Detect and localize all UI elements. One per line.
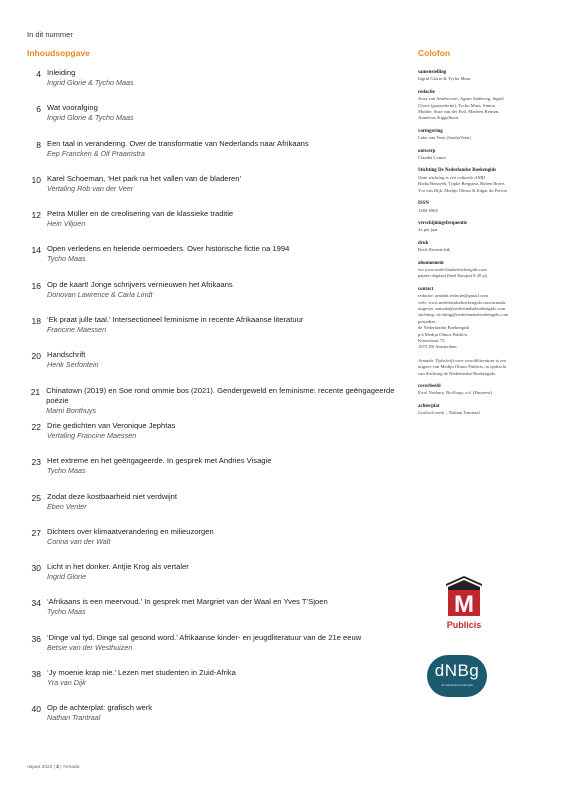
table-of-contents (27, 68, 397, 739)
colofon-label: ISSN (418, 201, 429, 207)
colofon (418, 70, 553, 424)
toc-page-number: 25 (31, 492, 41, 503)
colofon-line: Rock Rosestichtk (418, 247, 451, 253)
toc-entry (27, 386, 397, 421)
toc-entry (27, 421, 397, 456)
colofon-label: achterplat (418, 403, 440, 409)
colofon-line: Ingrid Glorie & Tycho Maas (418, 76, 471, 82)
colofon-label: ontwerp (418, 148, 436, 154)
toc-title: Inleiding (47, 68, 76, 77)
colofon-section (418, 90, 553, 122)
publicis-logo-text: Publicis (446, 620, 482, 630)
colofon-line: 1075 DS Amsterdam (418, 344, 457, 350)
toc-title: ‘Dinge val tyd. Dinge sal gesond word.’ Afrikaanse kinder- en jeugdliteratuur van de 21e eeuw (47, 632, 362, 642)
toc-title: Het extreme en het geëngageerde. In gesprek met Andries Visagie (47, 456, 272, 466)
toc-title: Op de kaart! Jonge schrijvers vernieuwen het Afrikaans (47, 279, 233, 289)
colofon-section (418, 287, 553, 351)
toc-entry (27, 597, 397, 632)
colofon-line: Annelous Stiggelbout (418, 115, 458, 121)
colofon-line: Jessa van Amelsvoort, Agnes Andeweg, Ingrid (418, 96, 504, 102)
toc-entry (27, 244, 397, 279)
toc-author: Henk Serfontein (47, 360, 99, 370)
colofon-line: Armada. Tijdschrift voor wereldliteratuur is een (418, 357, 507, 363)
colofon-label: redactie (418, 89, 435, 95)
colofon-heading: Colofon (418, 48, 451, 58)
toc-author: Marni Bonthuys (46, 405, 97, 415)
colofon-label: verschijningsfrequentie (418, 220, 468, 226)
toc-entry (27, 209, 397, 244)
toc-author: Betsie van der Westhuizen (47, 642, 133, 652)
colofon-line: Glorie (gastredactie), Tycho Maas, Simon (418, 102, 495, 108)
colofon-line: Mulder, Suze van der Poll, Marleen Rensen, (418, 109, 500, 115)
toc-author: Tycho Maas (47, 607, 86, 617)
toc-entry (27, 668, 397, 703)
colofon-line: van Stichting de Nederlandse Boekengids. (418, 370, 496, 376)
footer-date: najaar 2023 (27, 765, 53, 770)
footer-magazine: Armada (62, 765, 80, 770)
colofon-label: coverbeeld (418, 384, 441, 390)
colofon-section (418, 129, 553, 142)
colofon-label: druk (418, 240, 429, 246)
colofon-line: redactie: armada.redactie@gmail.com (418, 293, 488, 299)
toc-page-number: 38 (31, 669, 41, 680)
colofon-section (418, 221, 553, 234)
toc-author: Ingrid Glorie (47, 572, 87, 582)
colofon-section (418, 261, 553, 280)
colofon-section (418, 149, 553, 162)
colofon-line: stichting: stichting@nederlandseboekengids.com (418, 312, 509, 318)
toc-title: Zodat deze kostbaarheid niet verdwijnt (47, 491, 178, 501)
toc-entry (27, 315, 397, 350)
toc-entry (27, 703, 397, 738)
toc-title: Open verledens en helende oermoeders. Over historische fictie na 1994 (47, 244, 290, 254)
toc-author: Corina van der Walt (47, 536, 111, 546)
toc-entry (27, 280, 397, 315)
toc-author: Nathan Trantraal (47, 713, 101, 723)
toc-author: Ingrid Glorie & Tycho Maas (47, 113, 134, 123)
toc-author: Francine Maessen (47, 325, 107, 335)
toc-author: Ingrid Glorie & Tycho Maas (47, 78, 134, 87)
colofon-label: contact (418, 286, 434, 292)
toc-title: Petra Müller en de creolisering van de klassieke traditie (47, 209, 234, 219)
colofon-line: uitgave van Medijn Olmos Publicis, in opdracht (418, 364, 507, 370)
colofon-line: Onze stichting is een culturele ANBI (418, 174, 485, 180)
toc-title: Licht in het donker. Antjie Krog als vertaler (47, 562, 189, 572)
footer-page-number: 2 (56, 765, 59, 770)
toc-author: Vertaling Rob van der Veer (47, 183, 134, 193)
colofon-line: Claudia Comte (418, 155, 446, 161)
toc-title: Wat voorafging (47, 103, 98, 113)
colofon-section (418, 404, 553, 417)
colofon-section (418, 358, 553, 377)
nbg-logo-tagline: de nederlandse boekengids (441, 684, 473, 687)
section-label: In dit nummer (27, 30, 73, 39)
toc-author: Tycho Maas (47, 466, 86, 476)
toc-page-number: 27 (31, 527, 41, 538)
colofon-line: de Nederlandse Boekengids (418, 325, 470, 331)
toc-page-number: 23 (31, 457, 41, 468)
page-footer: najaar 2023 | 2 | Armada (27, 765, 80, 770)
toc-title: Drie gedichten van Veronique Jephtas (47, 420, 176, 430)
toc-entry (27, 492, 397, 527)
colofon-section (418, 241, 553, 254)
toc-author: Donovan Lawrence & Carla Lindt (47, 289, 153, 299)
colofon-label: samenstelling (418, 70, 447, 75)
colofon-line: Bodia Benayeb, Tjipke Bergsma, Ruben Brave, (418, 181, 506, 187)
toc-page-number: 16 (31, 280, 41, 291)
colofon-line: p/a Medijn Olmos Publicis (418, 331, 468, 337)
colofon-line: Errol Norbury, Bo-Kaap, z.d. (Pinterest) (418, 390, 492, 396)
colofon-line: web: www.nederlandseboekengids.com/armada (418, 299, 506, 305)
colofon-line: 2x per jaar (418, 227, 438, 233)
toc-entry (27, 103, 397, 138)
colofon-line: uitgever: armada@nederlandseboekengids.com (418, 305, 506, 311)
toc-page-number: 21 (30, 386, 41, 397)
toc-author: Tycho Maas (47, 254, 86, 264)
toc-entry (27, 633, 397, 668)
toc-title: ‘Jy moenie krap nie.’ Lezen met studenten in Zuid-Afrika (47, 668, 236, 678)
colofon-section (418, 201, 553, 214)
toc-page-number: 40 (31, 704, 41, 715)
toc-title: Chinatown (2019) en Soe rond ommie bos (2021). Gendergeweld en feminisme: recente geëngageerde poëzie (46, 385, 395, 405)
colofon-section (418, 168, 553, 194)
publicis-logo (440, 570, 488, 634)
toc-entry (27, 68, 397, 103)
toc-heading: Inhoudsopgave (27, 48, 90, 58)
colofon-label: Stichting De Nederlandse Boekengids (418, 168, 497, 174)
toc-entry (27, 456, 397, 491)
toc-author: Yra van Dijk (47, 678, 86, 688)
colofon-line: postadres: (418, 318, 437, 324)
toc-title: Handschrift (47, 350, 86, 360)
toc-page-number: 30 (31, 563, 41, 574)
toc-title: Een taal in verandering. Over de transformatie van Nederlands naar Afrikaans (47, 138, 309, 148)
toc-page-number: 22 (31, 421, 41, 432)
colofon-line: Kinsestraat 73 (418, 338, 445, 343)
colofon-label: vormgeving (418, 128, 443, 134)
toc-page-number: 6 (36, 104, 41, 115)
toc-page-number: 34 (31, 598, 41, 609)
nbg-logo-text: dNBg (434, 661, 480, 680)
colofon-line: Grafisch werk – Nathan Trantraal (418, 410, 480, 416)
toc-title: ‘Afrikaans is een meervoud.’ In gesprek met Margriet van der Waal en Yves T’Sjoen (47, 597, 328, 607)
publicis-logo-letter: M (454, 591, 474, 618)
toc-author: Vertaling Francine Maessen (47, 430, 137, 440)
toc-title: Dichters over klimaatverandering en milieuzorgen (47, 526, 214, 536)
toc-entry (27, 174, 397, 209)
toc-page-number: 18 (31, 316, 41, 327)
toc-page-number: 20 (31, 351, 41, 362)
toc-author: Eben Venter (47, 501, 87, 511)
toc-page-number: 10 (31, 174, 41, 185)
toc-page-number: 12 (31, 210, 41, 221)
toc-title: Karel Schoeman, ‘Het park na het vallen van de bladeren’ (47, 173, 242, 183)
toc-page-number: 36 (31, 633, 41, 644)
toc-author: Hein Viljoen (47, 219, 86, 229)
toc-page-number: 14 (31, 245, 41, 256)
colofon-line: papier+digitaal (heel Europa) € 20 p/j (418, 273, 488, 279)
toc-entry (27, 139, 397, 174)
colofon-line: Luke van Veen (StudioVeen) (418, 135, 471, 141)
toc-entry (27, 527, 397, 562)
toc-title: Op de achterplat: grafisch werk (47, 703, 153, 713)
toc-title: ‘Ek praat julle taal.’ Intersectioneel feminisme in recente Afrikaanse literatuur (47, 315, 304, 325)
toc-page-number: 4 (36, 69, 41, 79)
colofon-line: 1384-6965 (418, 207, 438, 213)
colofon-section (418, 384, 553, 397)
colofon-label: abonnement (418, 260, 444, 266)
colofon-line: via www.nederlandseboekengids.com (418, 266, 487, 272)
toc-entry (27, 562, 397, 597)
toc-author: Eep Francken & Olf Praamstra (47, 148, 145, 158)
toc-page-number: 8 (36, 139, 41, 150)
toc-entry (27, 350, 397, 385)
colofon-line: Yra van Dijk, Medijn Olmos & Edgar du Perron (418, 187, 507, 193)
colofon-section (418, 70, 553, 83)
nbg-logo (427, 655, 487, 697)
